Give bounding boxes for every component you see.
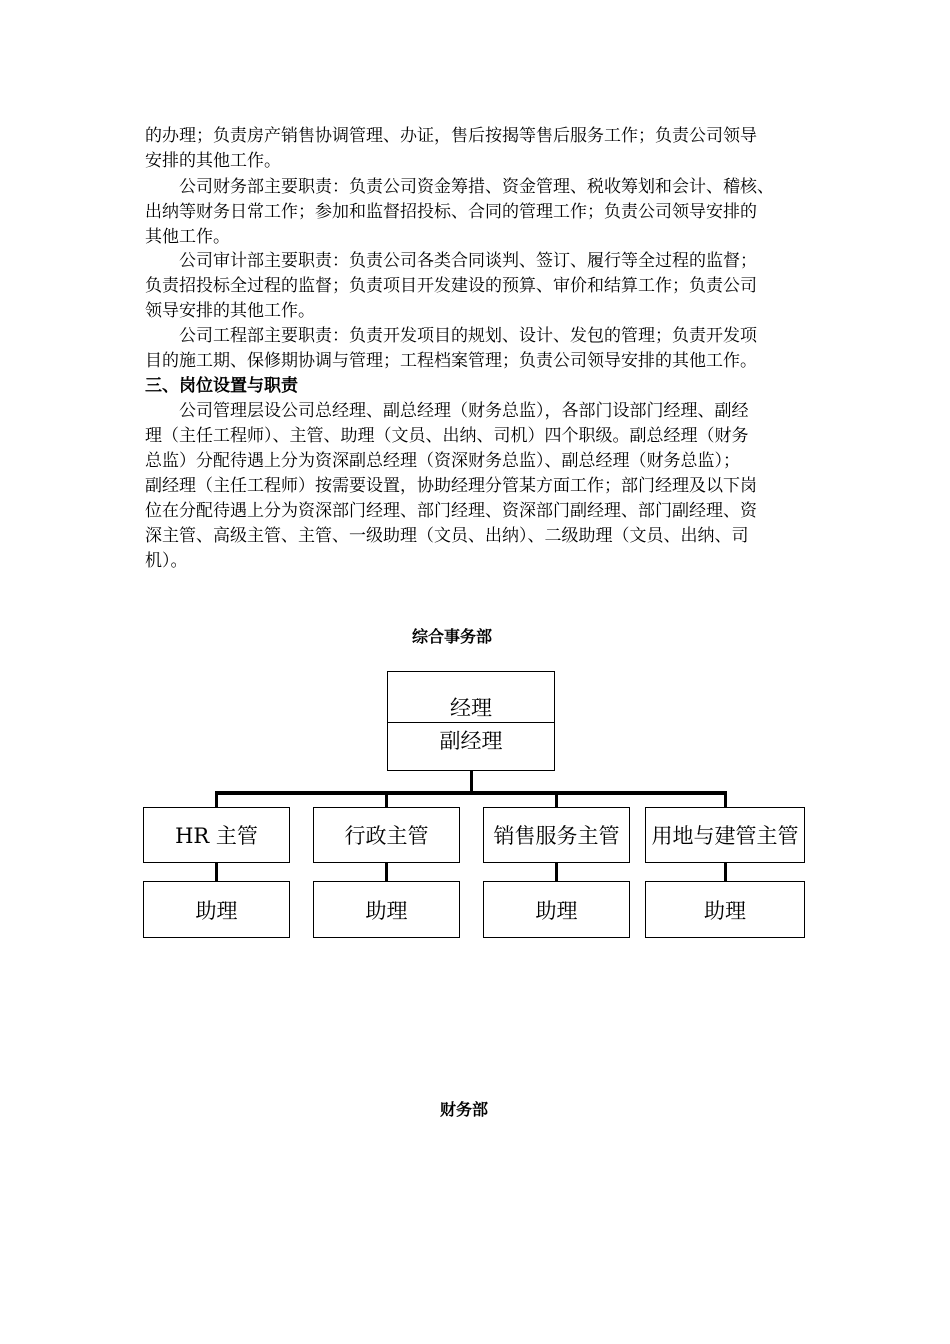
- assistant-box: 助理: [143, 881, 290, 938]
- connector-line: [555, 791, 558, 808]
- text-line: 总监）分配待遇上分为资深副总经理（资深财务总监）、副总经理（财务总监）；: [145, 451, 740, 471]
- text-line: 负责招投标全过程的监督；负责项目开发建设的预算、审价和结算工作；负责公司: [145, 276, 757, 296]
- connector-line: [385, 791, 388, 808]
- text-line: 公司财务部主要职责：负责公司资金筹措、资金管理、税收筹划和会计、稽核、: [145, 177, 774, 197]
- connector-line: [385, 863, 388, 882]
- text-line: 深主管、高级主管、主管、一级助理（文员、出纳）、二级助理（文员、出纳、司: [145, 526, 749, 546]
- text-line: 其他工作。: [145, 227, 230, 247]
- supervisor-box: 销售服务主管: [483, 807, 630, 863]
- text-line: 公司工程部主要职责：负责开发项目的规划、设计、发包的管理；负责开发项: [145, 326, 757, 346]
- section-heading: 三、岗位设置与职责: [145, 376, 298, 396]
- manager-box: [387, 671, 555, 771]
- text-line: 公司管理层设公司总经理、副总经理（财务总监），各部门设部门经理、副经: [145, 401, 749, 421]
- finance-dept-title: 财务部: [440, 1100, 489, 1119]
- connector-line: [724, 863, 727, 882]
- connector-line: [215, 791, 218, 808]
- text-line: 目的施工期、保修期协调与管理；工程档案管理；负责公司领导安排的其他工作。: [145, 351, 757, 371]
- assistant-box: 助理: [313, 881, 460, 938]
- assistant-box: 助理: [483, 881, 630, 938]
- org-chart-title: 综合事务部: [412, 627, 493, 646]
- manager-label: 经理: [450, 696, 492, 720]
- connector-line: [470, 771, 473, 793]
- assistant-box: 助理: [645, 881, 805, 938]
- deputy-manager-label: 副经理: [388, 722, 554, 770]
- text-line: 领导安排的其他工作。: [145, 301, 315, 321]
- supervisor-box: 行政主管: [313, 807, 460, 863]
- text-line: 机）。: [145, 551, 188, 571]
- connector-line: [555, 863, 558, 882]
- text-line: 出纳等财务日常工作；参加和监督招投标、合同的管理工作；负责公司领导安排的: [145, 202, 757, 222]
- text-line: 安排的其他工作。: [145, 151, 281, 171]
- connector-line: [215, 791, 727, 795]
- supervisor-box: HR 主管: [143, 807, 290, 863]
- connector-line: [724, 791, 727, 808]
- text-line: 的办理；负责房产销售协调管理、办证，售后按揭等售后服务工作；负责公司领导: [145, 126, 757, 146]
- supervisor-box: 用地与建管主管: [645, 807, 805, 863]
- text-line: 副经理（主任工程师）按需要设置，协助经理分管某方面工作；部门经理及以下岗: [145, 476, 757, 496]
- connector-line: [215, 863, 218, 882]
- text-line: 公司审计部主要职责：负责公司各类合同谈判、签订、履行等全过程的监督；: [145, 251, 757, 271]
- text-line: 理（主任工程师）、主管、助理（文员、出纳、司机）四个职级。副总经理（财务: [145, 426, 749, 446]
- text-line: 位在分配待遇上分为资深部门经理、部门经理、资深部门副经理、部门副经理、资: [145, 501, 757, 521]
